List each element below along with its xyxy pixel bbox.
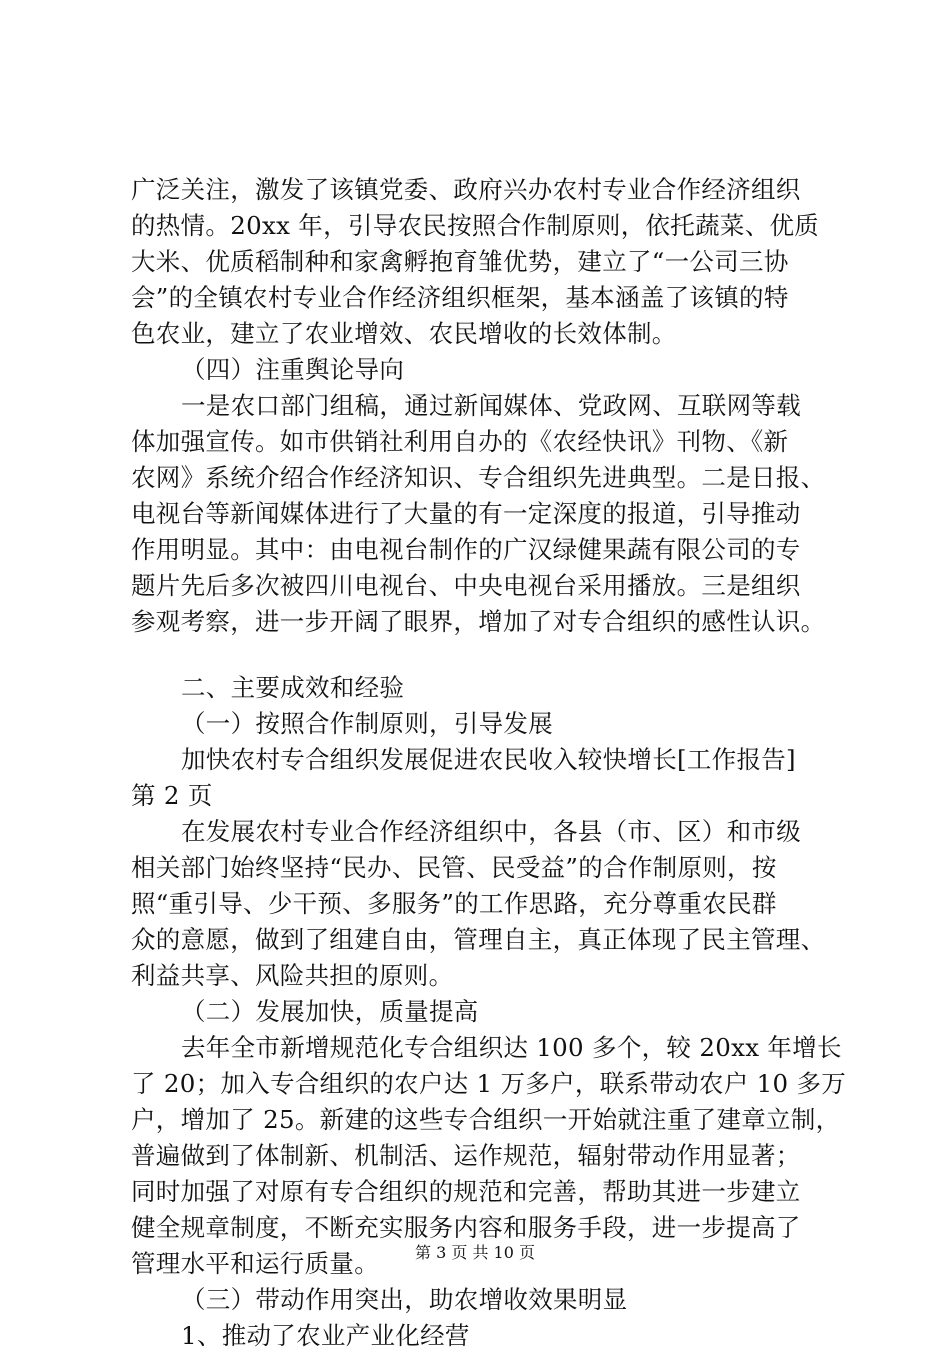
text-line: 一是农口部门组稿，通过新闻媒体、党政网、互联网等载	[181, 391, 801, 420]
text-line: 体加强宣传。如市供销社利用自办的《农经快讯》刊物、《新	[131, 427, 789, 456]
text-line: 了 20；加入专合组织的农户达 1 万多户，联系带动农户 10 多万	[131, 1069, 847, 1098]
text-line: 1、推动了农业产业化经营	[181, 1321, 470, 1350]
paragraph-gap	[131, 640, 851, 670]
text-line: 农网》系统介绍合作经济知识、专合组织先进典型。二是日报、	[131, 463, 826, 492]
text-line: 加快农村专合组织发展促进农民收入较快增长[工作报告]	[181, 745, 796, 774]
text-line: 在发展农村专业合作经济组织中，各县（市、区）和市级	[181, 817, 801, 846]
text-line: 户，增加了 25。新建的这些专合组织一开始就注重了建章立制，	[131, 1105, 841, 1134]
document-body	[131, 172, 851, 1354]
text-line: （三）带动作用突出，助农增收效果明显	[181, 1285, 628, 1314]
text-line: （一）按照合作制原则，引导发展	[181, 709, 553, 738]
text-line: 健全规章制度，不断充实服务内容和服务手段，进一步提高了	[131, 1213, 801, 1242]
text-line: 的热情。20xx 年，引导农民按照合作制原则，依托蔬菜、优质	[131, 211, 820, 240]
text-line: 普遍做到了体制新、机制活、运作规范，辐射带动作用显著；	[131, 1141, 801, 1170]
text-line: （二）发展加快，质量提高	[181, 997, 479, 1026]
text-line: 众的意愿，做到了组建自由，管理自主，真正体现了民主管理、	[131, 925, 826, 954]
text-line: 二、主要成效和经验	[181, 673, 405, 702]
text-line: 作用明显。其中：由电视台制作的广汉绿健果蔬有限公司的专	[131, 535, 801, 564]
text-line: 去年全市新增规范化专合组织达 100 多个，较 20xx 年增长	[181, 1033, 842, 1062]
text-line: 相关部门始终坚持“民办、民管、民受益”的合作制原则，按	[131, 853, 777, 882]
text-line: 色农业，建立了农业增效、农民增收的长效体制。	[131, 319, 677, 348]
text-line: 利益共享、风险共担的原则。	[131, 961, 454, 990]
text-line: 广泛关注，激发了该镇党委、政府兴办农村专业合作经济组织	[131, 175, 801, 204]
text-line: 管理水平和运行质量。	[131, 1249, 379, 1278]
text-line: 大米、优质稻制种和家禽孵抱育雏优势，建立了“一公司三协	[131, 247, 789, 276]
text-line: 参观考察，进一步开阔了眼界，增加了对专合组织的感性认识。	[131, 607, 826, 636]
text-line: 第 2 页	[131, 781, 213, 810]
text-line: 电视台等新闻媒体进行了大量的有一定深度的报道，引导推动	[131, 499, 801, 528]
text-line: 会”的全镇农村专业合作经济组织框架，基本涵盖了该镇的特	[131, 283, 789, 312]
text-line: 照“重引导、少干预、多服务”的工作思路，充分尊重农民群	[131, 889, 777, 918]
text-line: （四）注重舆论导向	[181, 355, 405, 384]
text-line: 题片先后多次被四川电视台、中央电视台采用播放。三是组织	[131, 571, 801, 600]
text-line: 同时加强了对原有专合组织的规范和完善，帮助其进一步建立	[131, 1177, 801, 1206]
page-footer: 第 3 页 共 10 页	[415, 1243, 535, 1262]
